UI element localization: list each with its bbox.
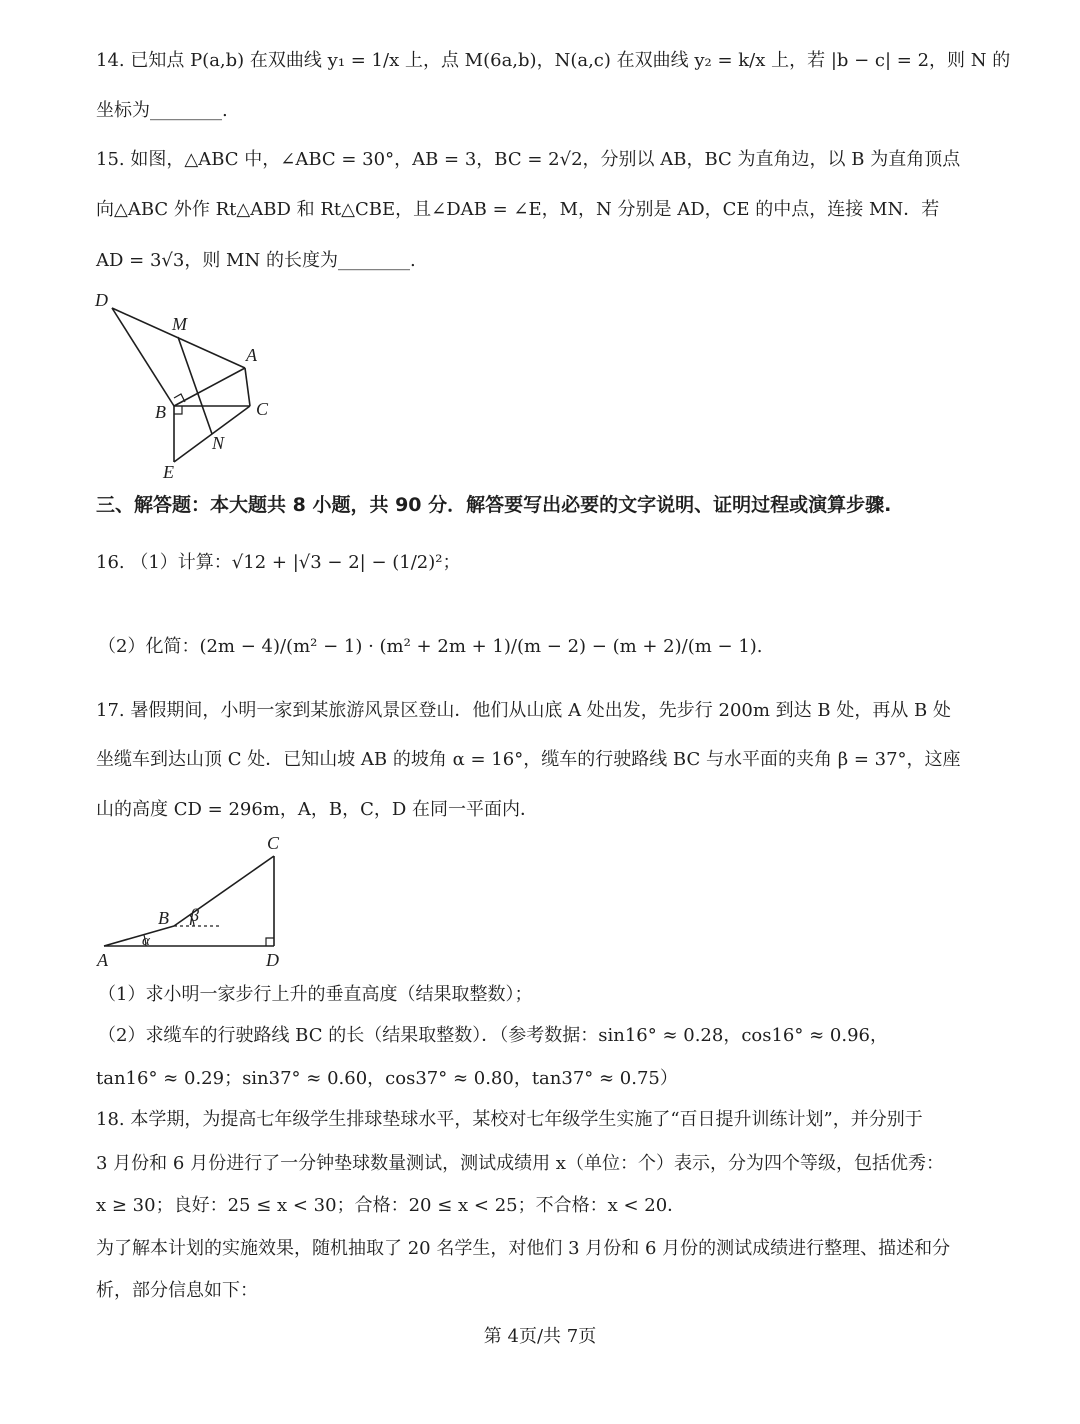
label-B-fig17: B xyxy=(158,908,169,928)
q17-figure-lines xyxy=(104,856,274,946)
label-C: C xyxy=(256,399,269,419)
label-B: B xyxy=(155,402,166,422)
q18-line-2: 3 月份和 6 月份进行了一分钟垫球数量测试，测试成绩用 x（单位：个）表示，分为四个等级，包括优秀： xyxy=(96,1153,944,1174)
q17-line-2: 坐缆车到达山顶 C 处．已知山坡 AB 的坡角 α = 16°，缆车的行驶路线 BC 与水平面的夹角 β = 37°，这座 xyxy=(96,749,961,770)
segment-AC xyxy=(245,368,250,406)
q15-figure xyxy=(90,285,290,485)
label-A: A xyxy=(246,345,257,365)
label-D: D xyxy=(95,290,108,310)
q16-part-1: 16. （1）计算：√12 + |√3 − 2| − (1/2)²； xyxy=(96,552,461,573)
segment-BC xyxy=(174,856,274,926)
page-footer: 第 4页/共 7页 xyxy=(483,1326,597,1347)
q15-line-1: 15. 如图，△ABC 中，∠ABC = 30°，AB = 3，BC = 2√2，分别以 AB，BC 为直角边，以 B 为直角顶点 xyxy=(96,149,961,170)
label-C-fig17: C xyxy=(267,833,280,853)
q15-line-3: AD = 3√3，则 MN 的长度为________. xyxy=(96,250,416,271)
label-M: M xyxy=(172,314,187,334)
right-angle-mark-CBE xyxy=(174,406,182,414)
q17-line-1: 17. 暑假期间，小明一家到某旅游风景区登山．他们从山底 A 处出发，先步行 200m 到达 B 处，再从 B 处 xyxy=(96,700,951,721)
q17-part-1: （1）求小明一家步行上升的垂直高度（结果取整数）； xyxy=(98,984,533,1005)
label-beta: β xyxy=(190,905,199,925)
segment-AB xyxy=(104,926,174,946)
label-N: N xyxy=(212,433,225,453)
q15-line-2: 向△ABC 外作 Rt△ABD 和 Rt△CBE，且∠DAB = ∠E，M，N 分别是 AD，CE 的中点，连接 MN．若 xyxy=(96,199,940,220)
q17-part-2: （2）求缆车的行驶路线 BC 的长（结果取整数）．（参考数据：sin16° ≈ 0.28，cos16° ≈ 0.96， xyxy=(98,1025,888,1046)
label-E: E xyxy=(163,462,174,482)
q14-line-2: 坐标为________. xyxy=(96,100,228,121)
q18-line-3: x ≥ 30；良好：25 ≤ x < 30；合格：20 ≤ x < 25；不合格：x < 20． xyxy=(96,1195,686,1216)
q17-figure xyxy=(90,830,290,970)
q17-part-3: tan16° ≈ 0.29；sin37° ≈ 0.60，cos37° ≈ 0.80，tan37° ≈ 0.75） xyxy=(96,1068,678,1089)
q18-line-5: 析，部分信息如下： xyxy=(96,1280,258,1301)
q16-part-2: （2）化简：(2m − 4)/(m² − 1) · (m² + 2m + 1)/(m − 2) − (m + 2)/(m − 1). xyxy=(98,636,763,657)
label-D-fig17: D xyxy=(266,950,279,970)
section-3-heading: 三、解答题：本大题共 8 小题，共 90 分．解答要写出必要的文字说明、证明过程或演算步骤. xyxy=(96,494,892,516)
q14-line-1: 14. 已知点 P(a,b) 在双曲线 y₁ = 1/x 上，点 M(6a,b)，N(a,c) 在双曲线 y₂ = k/x 上，若 |b − c| = 2，则 N 的 xyxy=(96,50,1011,71)
q18-line-1: 18. 本学期，为提高七年级学生排球垫球水平，某校对七年级学生实施了“百日提升训练计划”，并分别于 xyxy=(96,1109,923,1130)
label-alpha: α xyxy=(142,933,150,949)
right-angle-mark-D xyxy=(266,938,274,946)
q17-line-3: 山的高度 CD = 296m，A，B，C，D 在同一平面内． xyxy=(96,799,539,820)
label-A-fig17: A xyxy=(97,950,108,970)
q18-line-4: 为了解本计划的实施效果，随机抽取了 20 名学生，对他们 3 月份和 6 月份的测试成绩进行整理、描述和分 xyxy=(96,1238,951,1259)
